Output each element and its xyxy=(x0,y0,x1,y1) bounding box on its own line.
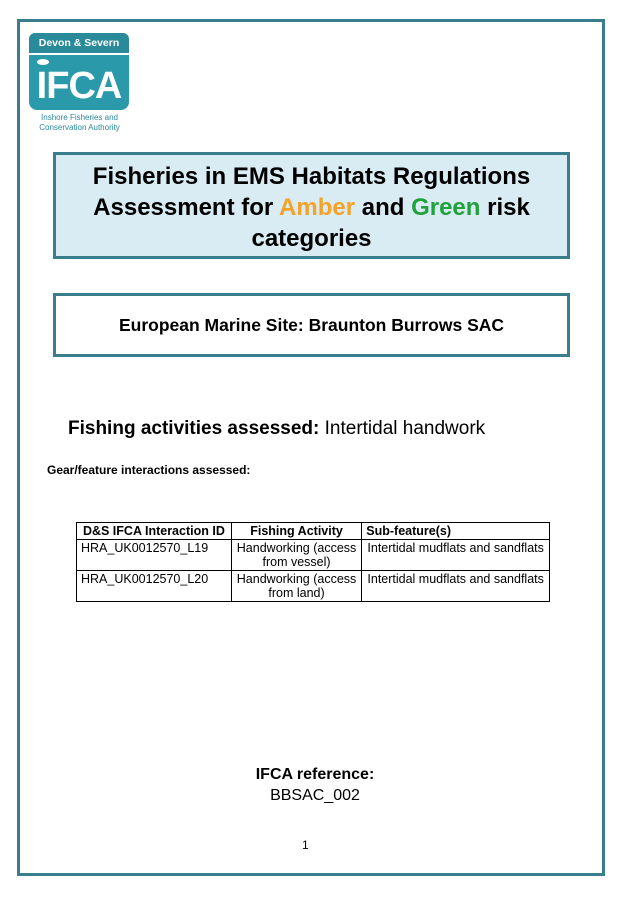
cell-interaction-id: HRA_UK0012570_L20 xyxy=(77,571,232,602)
title-green: Green xyxy=(411,194,481,221)
logo-subtitle-line1: Inshore Fisheries and xyxy=(41,113,118,122)
header-interaction-id: D&S IFCA Interaction ID xyxy=(77,523,232,540)
title-and: and xyxy=(355,194,412,221)
gear-heading: Gear/feature interactions assessed: xyxy=(47,463,251,477)
logo-banner: Devon & Severn xyxy=(29,33,129,53)
table-row xyxy=(77,571,550,602)
logo-subtitle xyxy=(27,113,132,133)
title-amber: Amber xyxy=(279,194,356,221)
header-fishing-activity: Fishing Activity xyxy=(231,523,361,540)
fishing-activities xyxy=(68,418,485,440)
activities-value: Intertidal handwork xyxy=(319,418,486,439)
title-suffix: risk xyxy=(480,194,530,221)
table-row xyxy=(77,540,550,571)
site-heading: European Marine Site: Braunton Burrows SAC xyxy=(53,293,570,357)
activities-label: Fishing activities assessed: xyxy=(68,418,320,439)
reference-value: BBSAC_002 xyxy=(270,787,360,804)
title-line2-prefix: Assessment for xyxy=(93,194,280,221)
title-line1: Fisheries in EMS Habitats Regulations xyxy=(92,163,531,190)
cell-sub-feature: Intertidal mudflats and sandflats xyxy=(362,571,550,602)
page-border xyxy=(17,19,605,876)
cell-fishing-activity: Handworking (access from vessel) xyxy=(231,540,361,571)
logo-wordmark: IFCA xyxy=(36,65,122,107)
table-header-row xyxy=(77,523,550,540)
ifca-logo xyxy=(27,33,132,138)
logo-subtitle-line2: Conservation Authority xyxy=(39,123,120,132)
header-sub-feature: Sub-feature(s) xyxy=(362,523,550,540)
cell-interaction-id: HRA_UK0012570_L19 xyxy=(77,540,232,571)
cell-fishing-activity: Handworking (access from land) xyxy=(231,571,361,602)
reference-label: IFCA reference: xyxy=(255,766,375,783)
title-line3: categories xyxy=(251,225,372,252)
interactions-table xyxy=(76,522,550,602)
cell-sub-feature: Intertidal mudflats and sandflats xyxy=(362,540,550,571)
document-title xyxy=(53,152,570,259)
page-number: 1 xyxy=(302,838,309,852)
